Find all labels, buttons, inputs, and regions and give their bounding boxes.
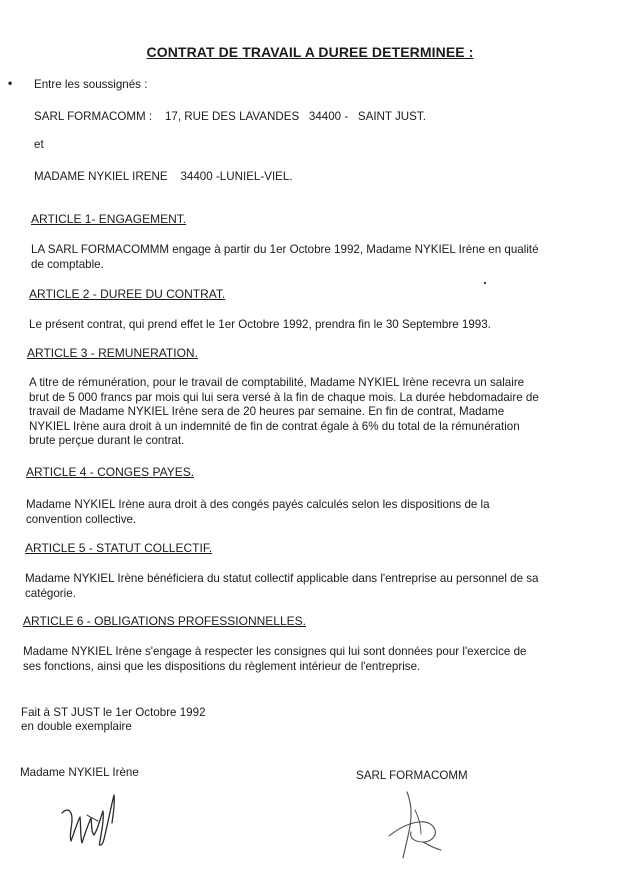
- article-4-body: [26, 498, 571, 527]
- closing-copies: en double exemplaire: [21, 720, 132, 733]
- article-1-line-2: de comptable.: [31, 257, 104, 271]
- article-3-line-1: A titre de rémunération, pour le travail de comptabilité, Madame NYKIEL Irène recevra un salaire: [29, 376, 525, 389]
- article-5-body: [25, 572, 570, 601]
- article-3-body: [29, 376, 574, 449]
- closing-place-date: Fait à ST JUST le 1er Octobre 1992: [21, 706, 206, 719]
- article-2-line-1: Le présent contrat, qui prend effet le 1er Octobre 1992, prendra fin le 30 Septembre 1993.: [29, 318, 491, 331]
- document-title: CONTRAT DE TRAVAIL A DUREE DETERMINEE :: [146, 44, 474, 60]
- signatory-left-label: Madame NYKIEL Irène: [20, 766, 139, 779]
- article-1-line-1: LA SARL FORMACOMMM engage à partir du 1er Octobre 1992, Madame NYKIEL Irène en qualité: [31, 243, 539, 256]
- article-5-line-1: Madame NYKIEL Irène bénéficiera du statut collectif applicable dans l'entreprise au personnel de sa: [25, 572, 539, 585]
- article-5-heading: ARTICLE 5 - STATUT COLLECTIF.: [25, 541, 213, 555]
- article-1-heading: ARTICLE 1- ENGAGEMENT.: [31, 212, 187, 226]
- signature-left: [60, 785, 140, 855]
- article-6-line-2: ses fonctions, ainsi que les dispositions du règlement intérieur de l'entreprise.: [23, 659, 421, 673]
- article-6-line-1: Madame NYKIEL Irène s'engage à respecter les consignes qui lui sont données pour l'exercice de: [23, 645, 527, 658]
- article-2-heading: ARTICLE 2 - DUREE DU CONTRAT.: [29, 287, 226, 301]
- article-5-line-2: catégorie.: [25, 586, 76, 600]
- conjunction-text: et: [34, 138, 44, 151]
- article-3-line-4: NYKIEL Irène aura droit à un indemnité de fin de contrat égale à 6% du total de la rémunération: [29, 419, 520, 433]
- article-3-heading: ARTICLE 3 - REMUNERATION.: [27, 346, 198, 360]
- signature-right: [385, 790, 465, 862]
- margin-mark: •: [8, 76, 13, 90]
- employer-line: SARL FORMACOMM : 17, RUE DES LAVANDES 34400 - SAINT JUST.: [34, 110, 426, 123]
- article-2-body: [29, 318, 574, 333]
- intro-text: Entre les soussignés :: [34, 78, 148, 91]
- article-4-line-2: convention collective.: [26, 512, 137, 526]
- article-3-line-5: brute perçue durant le contrat.: [29, 434, 185, 448]
- article-4-heading: ARTICLE 4 - CONGES PAYES.: [26, 465, 195, 479]
- article-4-line-1: Madame NYKIEL Irène aura droit à des congés payés calculés selon les dispositions de la: [26, 498, 490, 511]
- scan-speck: [484, 282, 486, 284]
- article-1-body: [31, 243, 576, 272]
- article-6-body: [23, 645, 568, 674]
- article-6-heading: ARTICLE 6 - OBLIGATIONS PROFESSIONNELLES.: [23, 614, 306, 628]
- signatory-right-label: SARL FORMACOMM: [356, 769, 468, 782]
- article-3-line-2: brut de 5 000 francs par mois qui lui sera versé à la fin de chaque mois. La durée hebdomadaire de: [29, 390, 539, 404]
- employee-line: MADAME NYKIEL IRENE 34400 -LUNIEL-VIEL.: [34, 170, 293, 183]
- article-3-line-3: travail de Madame NYKIEL Irène sera de 20 heures par semaine. En fin de contrat, Madame: [29, 405, 505, 419]
